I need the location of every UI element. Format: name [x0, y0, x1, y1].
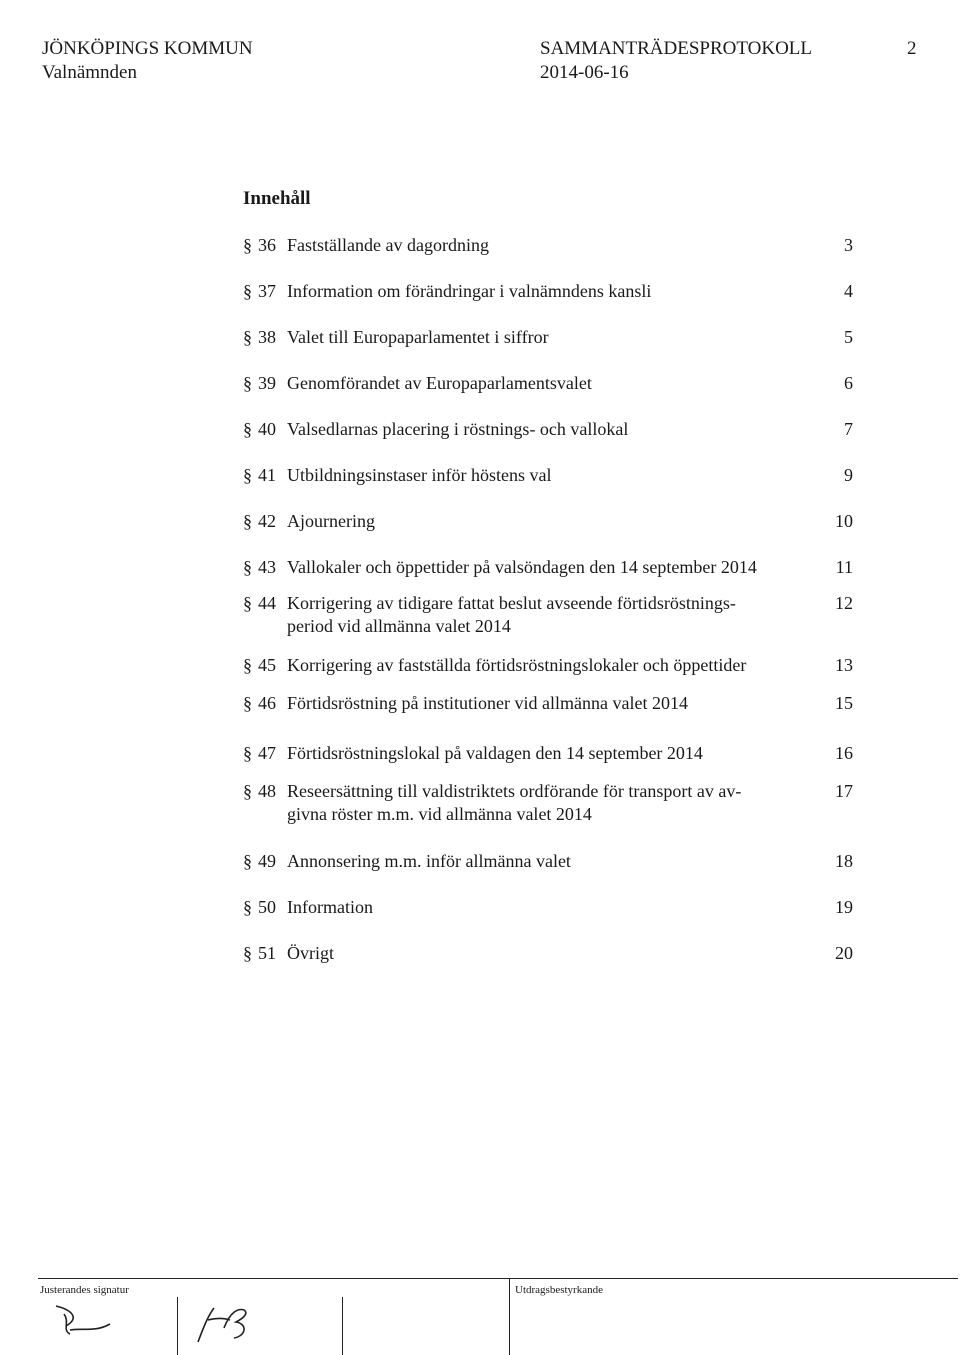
- organization-name: JÖNKÖPINGS KOMMUN: [42, 38, 253, 59]
- toc-item-page: 5: [844, 327, 853, 347]
- toc-item-number: 51: [258, 943, 276, 963]
- toc-item-title: [287, 326, 799, 349]
- toc-item-page: 18: [835, 851, 853, 871]
- section-symbol: §: [243, 743, 252, 763]
- toc-item-title-line: Korrigering av fastställda förtidsröstningslokaler och öppettider: [287, 655, 747, 675]
- footer-divider-vertical: [342, 1297, 343, 1355]
- toc-item-title-line: Reseersättning till valdistriktets ordförande för transport av av-: [287, 781, 742, 801]
- signature-initials-2: [190, 1298, 260, 1348]
- section-symbol: §: [243, 897, 252, 917]
- toc-item-number: 39: [258, 373, 276, 393]
- department-name: Valnämnden: [42, 62, 137, 83]
- section-symbol: §: [243, 655, 252, 675]
- footer-divider-vertical: [177, 1297, 178, 1355]
- toc-item-title-line: period vid allmänna valet 2014: [287, 616, 511, 636]
- section-symbol: §: [243, 851, 252, 871]
- toc-item-number: 49: [258, 851, 276, 871]
- extract-label: Utdragsbestyrkande: [515, 1284, 603, 1296]
- toc-item-title-line: Vallokaler och öppettider på valsöndagen den 14 september 2014: [287, 557, 757, 577]
- toc-item-number: 44: [258, 593, 276, 613]
- toc-item-number: 38: [258, 327, 276, 347]
- meeting-date: 2014-06-16: [540, 62, 629, 83]
- toc-item-page: 12: [835, 593, 853, 613]
- toc-item-title: [287, 510, 799, 533]
- toc-item-number: 40: [258, 419, 276, 439]
- toc-item-page: 10: [835, 511, 853, 531]
- toc-item-page: 7: [844, 419, 853, 439]
- toc-item-number: 37: [258, 281, 276, 301]
- toc-item-page: 16: [835, 743, 853, 763]
- page-number: 2: [907, 38, 917, 59]
- toc-item-title-line: Information om förändringar i valnämndens kansli: [287, 281, 652, 301]
- section-symbol: §: [243, 281, 252, 301]
- toc-item-title: [287, 418, 799, 441]
- toc-item-title-line: Förtidsröstning på institutioner vid allmänna valet 2014: [287, 693, 688, 713]
- toc-item-number: 47: [258, 743, 276, 763]
- footer-divider: [38, 1278, 958, 1279]
- toc-heading: Innehåll: [243, 188, 311, 209]
- section-symbol: §: [243, 327, 252, 347]
- section-symbol: §: [243, 511, 252, 531]
- section-symbol: §: [243, 235, 252, 255]
- toc-item-number: 45: [258, 655, 276, 675]
- toc-item-page: 20: [835, 943, 853, 963]
- toc-item-page: 4: [844, 281, 853, 301]
- toc-item-page: 3: [844, 235, 853, 255]
- toc-item-title-line: Annonsering m.m. inför allmänna valet: [287, 851, 571, 871]
- toc-item-title: [287, 556, 799, 579]
- toc-item-title-line: Information: [287, 897, 373, 917]
- section-symbol: §: [243, 465, 252, 485]
- toc-item-number: 50: [258, 897, 276, 917]
- toc-item-page: 11: [835, 557, 853, 577]
- toc-item-title-line: Genomförandet av Europaparlamentsvalet: [287, 373, 592, 393]
- toc-item-number: 48: [258, 781, 276, 801]
- toc-item-title-line: Övrigt: [287, 943, 334, 963]
- toc-item-title-line: Valet till Europaparlamentet i siffror: [287, 327, 549, 347]
- toc-item-title-line: Valsedlarnas placering i röstnings- och vallokal: [287, 419, 629, 439]
- section-symbol: §: [243, 593, 252, 613]
- toc-item-title: [287, 896, 799, 919]
- toc-item-page: 9: [844, 465, 853, 485]
- toc-item-title: [287, 942, 799, 965]
- toc-item-page: 13: [835, 655, 853, 675]
- toc-item-page: 6: [844, 373, 853, 393]
- toc-item-title-line: Utbildningsinstaser inför höstens val: [287, 465, 552, 485]
- toc-item-number: 36: [258, 235, 276, 255]
- toc-item-title: [287, 780, 799, 826]
- toc-item-title: [287, 654, 799, 677]
- section-symbol: §: [243, 373, 252, 393]
- toc-item-title: [287, 592, 799, 638]
- toc-item-title-line: Fastställande av dagordning: [287, 235, 489, 255]
- toc-item-title: [287, 742, 799, 765]
- section-symbol: §: [243, 557, 252, 577]
- toc-item-title-line: Korrigering av tidigare fattat beslut avseende förtidsröstnings-: [287, 593, 736, 613]
- toc-item-title-line: Ajournering: [287, 511, 375, 531]
- toc-item-page: 19: [835, 897, 853, 917]
- toc-item-title: [287, 280, 799, 303]
- footer-divider-vertical: [509, 1278, 510, 1355]
- toc-item-title-line: givna röster m.m. vid allmänna valet 2014: [287, 804, 592, 824]
- signature-label: Justerandes signatur: [40, 1284, 129, 1296]
- document-type: SAMMANTRÄDESPROTOKOLL: [540, 38, 813, 59]
- section-symbol: §: [243, 943, 252, 963]
- toc-item-number: 42: [258, 511, 276, 531]
- toc-item-number: 46: [258, 693, 276, 713]
- section-symbol: §: [243, 781, 252, 801]
- toc-item-title: [287, 692, 799, 715]
- signature-initials-1: [50, 1300, 130, 1340]
- toc-item-title-line: Förtidsröstningslokal på valdagen den 14 september 2014: [287, 743, 703, 763]
- toc-item-title: [287, 464, 799, 487]
- toc-item-page: 15: [835, 693, 853, 713]
- toc-item-page: 17: [835, 781, 853, 801]
- toc-item-title: [287, 850, 799, 873]
- section-symbol: §: [243, 693, 252, 713]
- section-symbol: §: [243, 419, 252, 439]
- toc-item-title: [287, 372, 799, 395]
- toc-item-number: 43: [258, 557, 276, 577]
- toc-item-title: [287, 234, 799, 257]
- toc-item-number: 41: [258, 465, 276, 485]
